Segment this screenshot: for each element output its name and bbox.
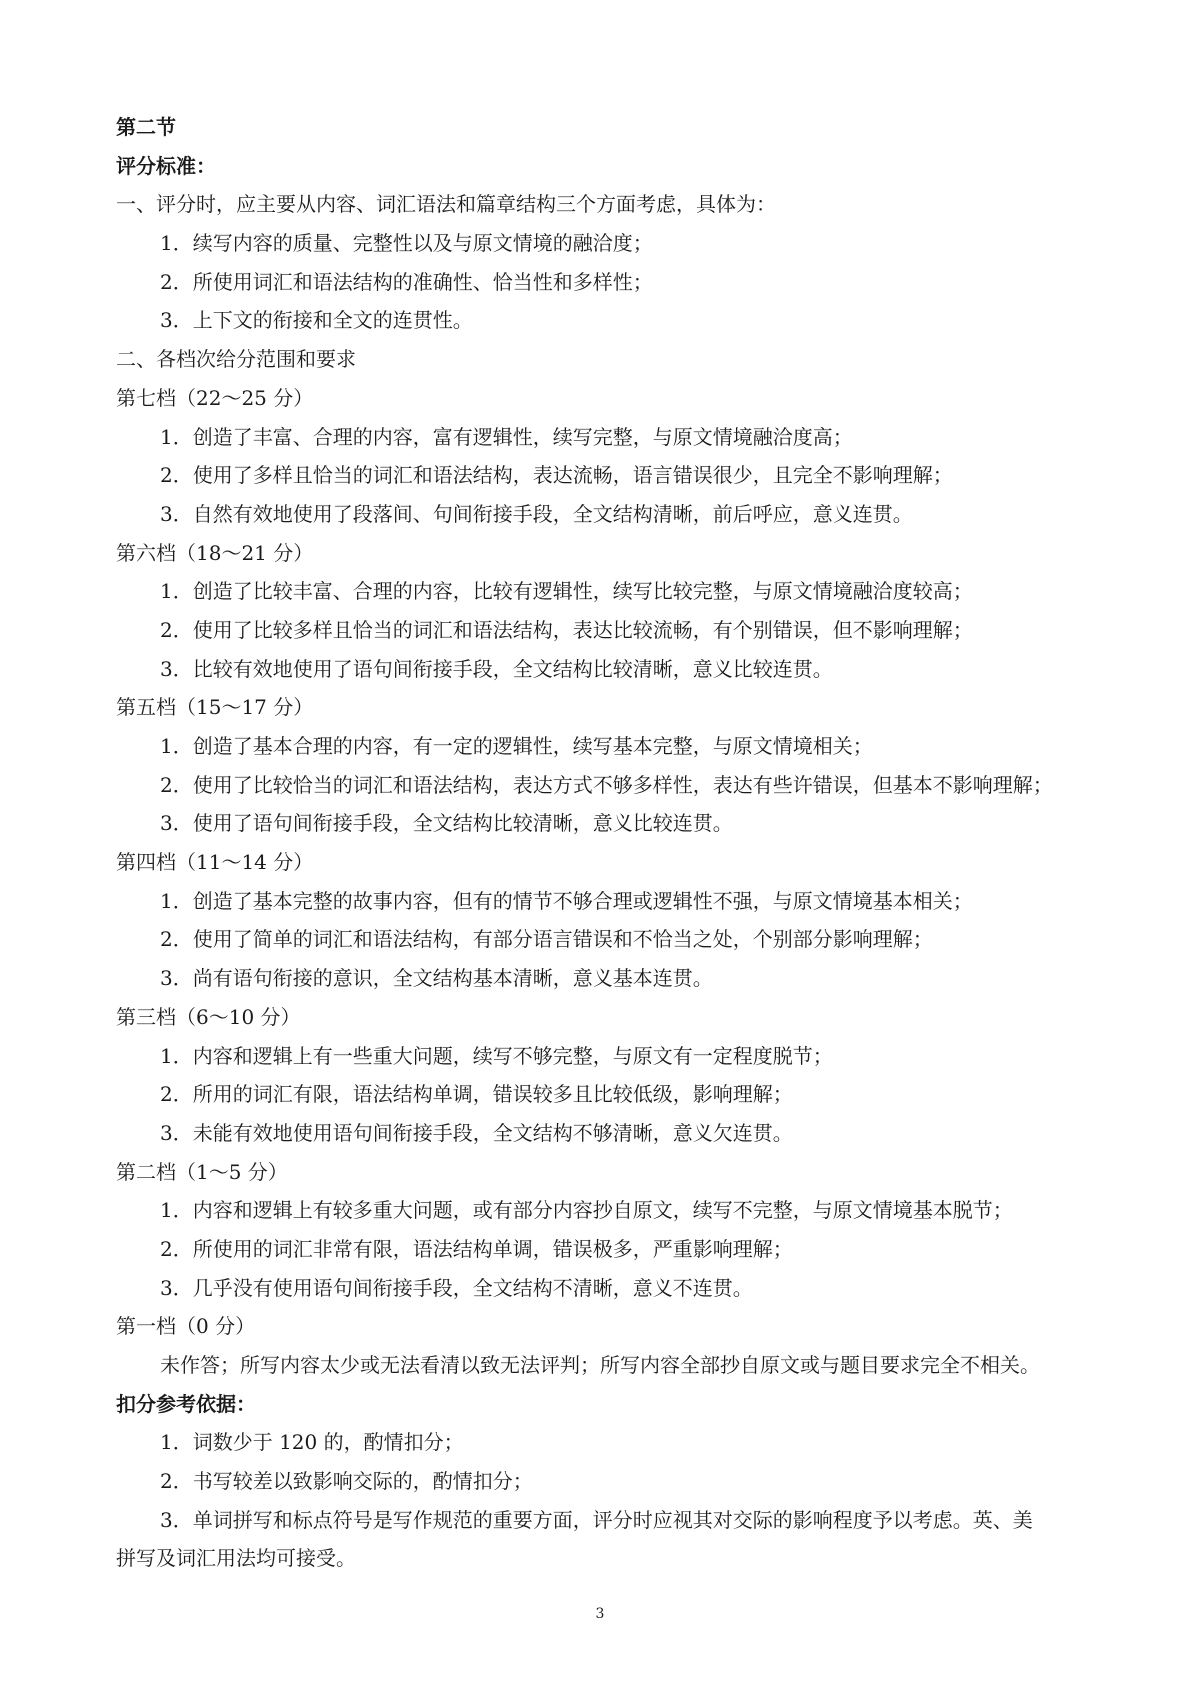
page-number: 3 [595, 1606, 605, 1622]
level-item: 2．使用了比较恰当的词汇和语法结构，表达方式不够多样性，表达有些许错误，但基本不影响理解； [160, 772, 1053, 797]
level-item: 3．未能有效地使用语句间衔接手段，全文结构不够清晰，意义欠连贯。 [160, 1120, 793, 1145]
level-item: 1．创造了基本合理的内容，有一定的逻辑性，续写基本完整，与原文情境相关； [160, 734, 873, 758]
part1-item: 1．续写内容的质量、完整性以及与原文情境的融洽度； [160, 231, 653, 256]
level-item: 未作答；所写内容太少或无法看清以致无法评判；所写内容全部抄自原文或与题目要求完全不相关。 [160, 1353, 1040, 1377]
page-content [116, 108, 1106, 1578]
level-item: 2．使用了比较多样且恰当的词汇和语法结构，表达比较流畅，有个别错误，但不影响理解； [160, 617, 973, 642]
level-title: 第二档（1～5 分） [116, 1159, 288, 1184]
level-item: 1．创造了比较丰富、合理的内容，比较有逻辑性，续写比较完整，与原文情境融洽度较高； [160, 579, 973, 604]
level-item: 3．比较有效地使用了语句间衔接手段，全文结构比较清晰，意义比较连贯。 [160, 656, 833, 681]
deduction-item: 1．词数少于 120 的，酌情扣分； [160, 1430, 464, 1455]
deduction-item: 2．书写较差以致影响交际的，酌情扣分； [160, 1469, 533, 1494]
part2-intro: 二、各档次给分范围和要求 [116, 347, 356, 372]
level-title: 第七档（22～25 分） [116, 385, 314, 410]
part1-item: 3．上下文的衔接和全文的连贯性。 [160, 308, 473, 333]
level-item: 1．创造了丰富、合理的内容，富有逻辑性，续写完整，与原文情境融洽度高； [160, 424, 853, 449]
level-item: 1．内容和逻辑上有较多重大问题，或有部分内容抄自原文，续写不完整，与原文情境基本脱节； [160, 1198, 1013, 1223]
level-item: 2．使用了简单的词汇和语法结构，有部分语言错误和不恰当之处，个别部分影响理解； [160, 927, 933, 952]
level-title: 第五档（15～17 分） [116, 695, 314, 720]
level-item: 3．尚有语句衔接的意识，全文结构基本清晰，意义基本连贯。 [160, 966, 713, 991]
deduction-item-continuation: 拼写及词汇用法均可接受。 [116, 1546, 356, 1571]
level-item: 1．内容和逻辑上有一些重大问题，续写不够完整，与原文有一定程度脱节； [160, 1043, 833, 1068]
level-title: 第三档（6～10 分） [116, 1004, 301, 1029]
scoring-heading: 评分标准： [116, 153, 216, 178]
part1-item: 2．所使用词汇和语法结构的准确性、恰当性和多样性； [160, 269, 653, 294]
level-item: 3．自然有效地使用了段落间、句间衔接手段，全文结构清晰，前后呼应，意义连贯。 [160, 501, 913, 526]
level-item: 2．所用的词汇有限，语法结构单调，错误较多且比较低级，影响理解； [160, 1082, 793, 1107]
deduction-heading: 扣分参考依据： [116, 1391, 256, 1416]
part1-intro: 一、评分时，应主要从内容、词汇语法和篇章结构三个方面考虑，具体为： [116, 192, 776, 217]
level-item: 2．所使用的词汇非常有限，语法结构单调，错误极多，严重影响理解； [160, 1236, 793, 1261]
level-item: 3．使用了语句间衔接手段，全文结构比较清晰，意义比较连贯。 [160, 811, 733, 836]
level-title: 第六档（18～21 分） [116, 540, 314, 565]
deduction-item: 3．单词拼写和标点符号是写作规范的重要方面，评分时应视其对交际的影响程度予以考虑。英、美 [160, 1507, 1033, 1532]
level-item: 3．几乎没有使用语句间衔接手段，全文结构不清晰，意义不连贯。 [160, 1275, 753, 1300]
level-item: 2．使用了多样且恰当的词汇和语法结构，表达流畅，语言错误很少，且完全不影响理解； [160, 463, 953, 488]
level-title: 第一档（0 分） [116, 1314, 256, 1339]
level-title: 第四档（11～14 分） [116, 850, 314, 875]
section-title: 第二节 [116, 115, 176, 139]
level-item: 1．创造了基本完整的故事内容，但有的情节不够合理或逻辑性不强，与原文情境基本相关； [160, 888, 973, 913]
